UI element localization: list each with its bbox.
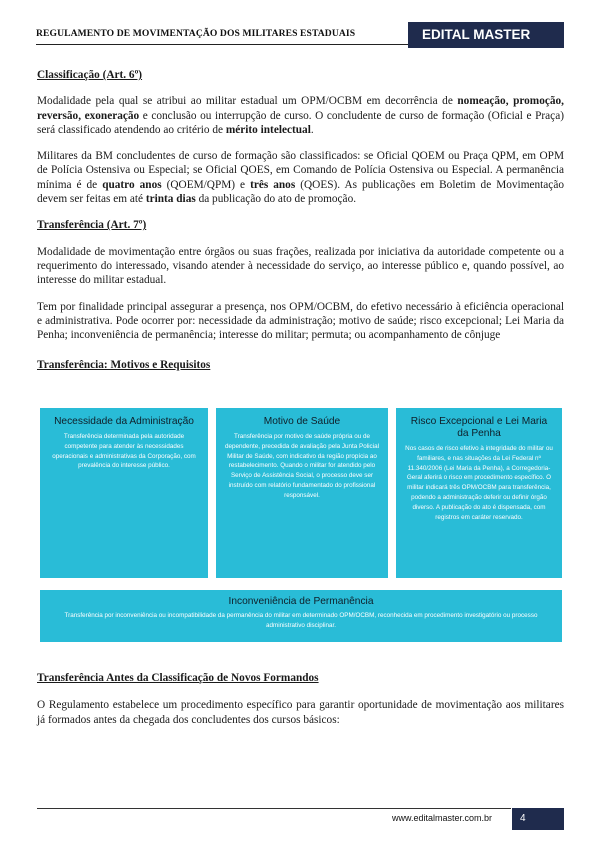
box-title: Motivo de Saúde [263,416,341,427]
heading-motivos: Transferência: Motivos e Requisitos [37,359,211,372]
heading-classificacao: Classificação (Art. 6º) [37,69,143,81]
paragraph-transferencia-1: Modalidade de movimentação entre órgãos ou suas frações, realizada por iniciativa da autoridade competente ou a requerimento do interessado, visando atender à necessidade do serviço, ao interesse público e, quando possível, ao interesse do militar estadual. [37,245,564,287]
paragraph-antes-1: O Regulamento estabelece um procedimento específico para garantir oportunidade de movimentação aos militares já formados antes da chegada dos concludentes dos cursos básicos: [37,699,564,726]
heading-antes-classificacao: Transferência Antes da Classificação de Novos Formandos [37,672,319,684]
brand-logo: EDITAL MASTER [408,22,564,48]
paragraph-classificacao-1: Modalidade pela qual se atribui ao militar estadual um OPM/OCBM em decorrência de nomeação, promoção, reversão, exoneração e conclusão ou interrupção de curso. O concludente de curso de formação (Oficial e Praça) será classificado atendendo ao critério de mérito intelectual. [37,95,565,136]
heading-transferencia: Transferência (Art. 7º) [37,219,147,232]
box-title: Necessidade da Administração [54,416,194,427]
box-motivo-saude [216,408,388,578]
document-body [37,68,564,373]
footer-rule [37,808,511,809]
box-body: Transferência determinada pela autoridade competente para atender às necessidades operacionais e administrativas da Corporação, com prevalência do interesse público. [52,433,196,470]
box-title: Inconveniência de Permanência [228,596,374,607]
box-title: Risco Excepcional e Lei Maria da Penha [410,416,548,439]
box-body: Transferência por motivo de saúde própria ou de dependente, precedida de avaliação pela Junta Policial Militar de Saúde, com indicativo da região propícia ao restabelecimento. Quando o militar for atendido pelo Serviço de Assistência Social, o processo deve ser instruído com relatório fundamentado do profissional responsável. [224,433,380,499]
box-body: Nos casos de risco efetivo à integridade do militar ou familiares, e nas situações da Lei Federal nº 11.340/2006 (Lei Maria da Penha), a Corregedoria-Geral aferirá o risco em procedimento específico. O militar indicará três OPM/OCBM para transferência, podendo a administração deferir ou definir órgão diverso. A publicação do ato é dispensada, com registros em caráter reservado. [405,445,553,521]
paragraph-transferencia-2: Tem por finalidade principal assegurar a presença, nos OPM/OCBM, do efetivo necessário à eficiência operacional e administrativa. Pode ocorrer por: necessidade da administração; motivo de saúde; risco excepcional; Lei Maria da Penha; inconveniência de permanência; interesse do militar; permuta; ou acompanhamento de cônjuge [37,300,564,342]
header-rule [36,44,408,45]
footer-website-link[interactable]: www.editalmaster.com.br [392,813,493,823]
box-risco-excepcional [396,408,562,578]
box-necessidade-administracao [40,408,208,578]
paragraph-classificacao-2: Militares da BM concludentes de curso de formação são classificados: se Oficial QOEM ou Praça QPM, em OPM de Polícia Ostensiva ou Especial; se Oficial QOES, em Comando de Polícia Ostensiva ou Especial. A permanência mínima é de quatro anos (QOEM/QPM) e três anos (QOES). As publicações em Boletim de Movimentação devem ser feitas em até trinta dias da publicação do ato de promoção. [37,150,564,206]
box-body: Transferência por inconveniência ou incompatibilidade da permanência do militar em determinado OPM/OCBM, reconhecida em procedimento investigatório ou processo administrativo disciplinar. [64,612,538,629]
page-header [36,22,564,48]
page-number: 4 [512,808,564,830]
header-title: REGULAMENTO DE MOVIMENTAÇÃO DOS MILITARES ESTADUAIS [36,28,356,39]
document-body-continued [37,671,564,727]
box-inconveniencia-permanencia [40,590,562,642]
